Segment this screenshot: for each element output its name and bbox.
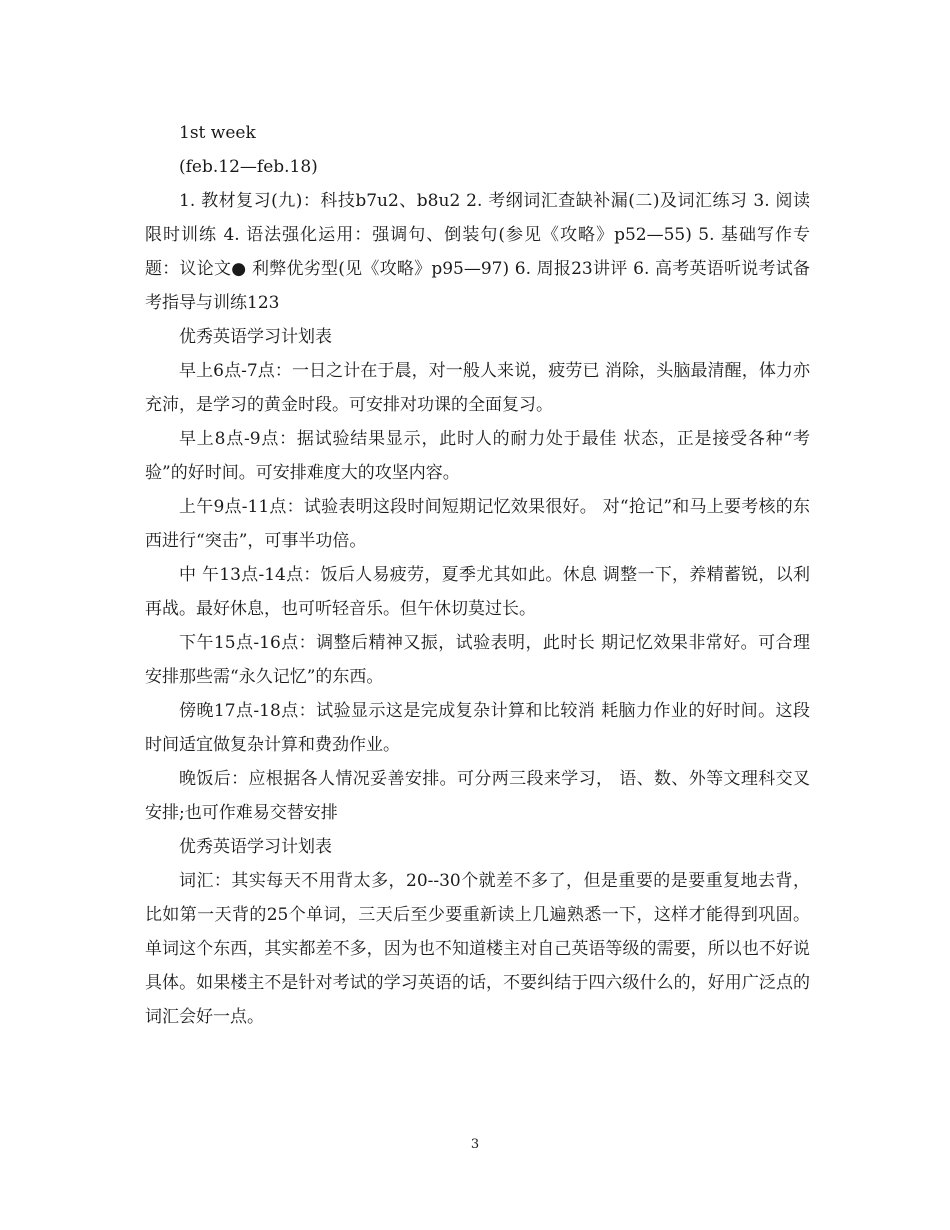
schedule-paragraph: 下午15点-16点：调整后精神又振，试验表明，此时长 期记忆效果非常好。可合理安排那些需“永久记忆”的东西。 xyxy=(145,633,810,687)
schedule-paragraph: 中 午13点-14点：饭后人易疲劳，夏季尤其如此。休息 调整一下，养精蓄锐，以利再战。最好休息，也可听轻音乐。但午休切莫过长。 xyxy=(145,565,810,619)
document-body xyxy=(145,116,810,1034)
page-number: 3 xyxy=(470,1137,480,1152)
weekly-task-list: 1. 教材复习(九)：科技b7u2、b8u2 2. 考纲词汇查缺补漏(二)及词汇练习 3. 阅读限时训练 4. 语法强化运用：强调句、倒装句(参见《攻略》p52—55) 5. 基础写作专题：议论文● 利弊优劣型(见《攻略》p95—97) 6. 周报23讲评 6. 高考英语听说考试备考指导与训练123 xyxy=(145,191,810,313)
schedule-paragraph: 早上8点-9点：据试验结果显示，此时人的耐力处于最佳 状态，正是接受各种“考验”的好时间。可安排难度大的攻坚内容。 xyxy=(145,429,810,483)
schedule-paragraph: 晚饭后：应根据各人情况妥善安排。可分两三段来学习， 语、数、外等文理科交叉安排;也可作难易交替安排 xyxy=(145,769,810,823)
schedule-paragraph: 傍晚17点-18点：试验显示这是完成复杂计算和比较消 耗脑力作业的好时间。这段时间适宜做复杂计算和费劲作业。 xyxy=(145,701,810,755)
schedule-paragraph: 上午9点-11点：试验表明这段时间短期记忆效果很好。 对“抢记”和马上要考核的东西进行“突击”，可事半功倍。 xyxy=(145,497,810,551)
week-heading: 1st week xyxy=(179,123,256,143)
section-title: 优秀英语学习计划表 xyxy=(179,837,332,857)
date-range: (feb.12—feb.18) xyxy=(179,157,318,177)
section-title: 优秀英语学习计划表 xyxy=(179,327,332,347)
schedule-paragraph: 早上6点-7点：一日之计在于晨，对一般人来说，疲劳已 消除，头脑最清醒，体力亦充沛，是学习的黄金时段。可安排对功课的全面复习。 xyxy=(145,361,810,415)
vocabulary-paragraph: 词汇：其实每天不用背太多，20--30个就差不多了，但是重要的是要重复地去背，比如第一天背的25个单词，三天后至少要重新读上几遍熟悉一下，这样才能得到巩固。单词这个东西，其实都差不多，因为也不知道楼主对自己英语等级的需要，所以也不好说具体。如果楼主不是针对考试的学习英语的话，不要纠结于四六级什么的，好用广泛点的词汇会好一点。 xyxy=(145,871,810,1027)
